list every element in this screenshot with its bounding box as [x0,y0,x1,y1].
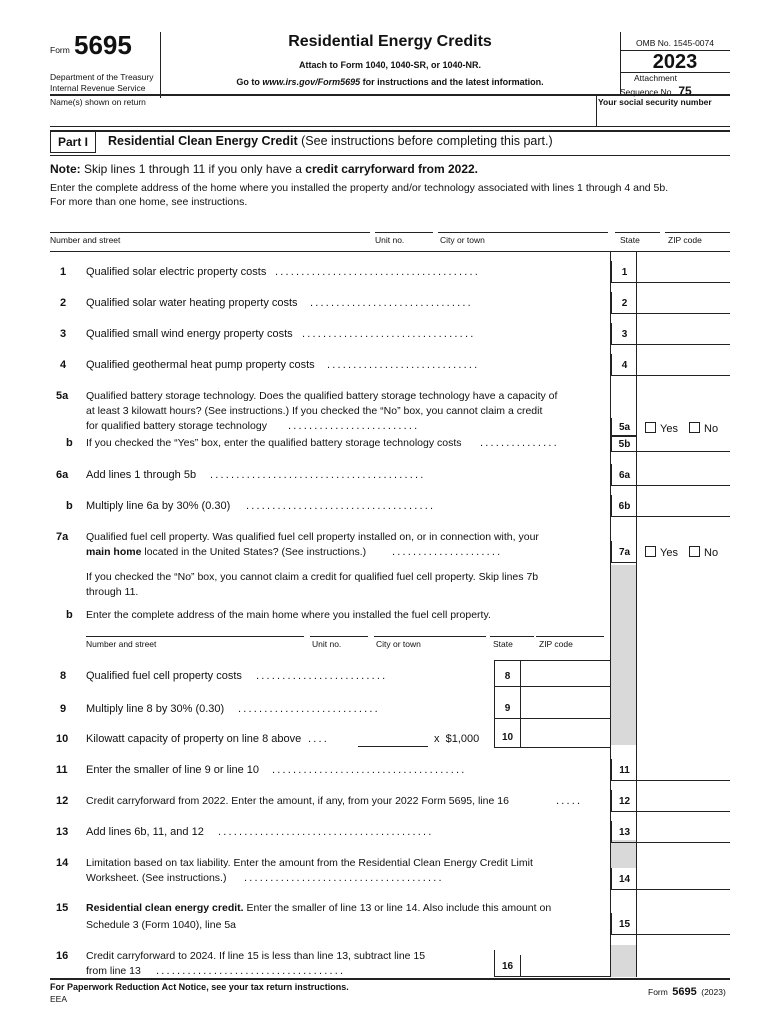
line-label: Kilowatt capacity of property on line 8 above [86,733,302,745]
line-box-label: 7a [618,547,631,558]
line-label: Multiply line 8 by 30% (0.30) [86,703,225,715]
footer-year: (2023) [701,987,726,997]
footer-form-id [648,982,726,1000]
line-number: 4 [60,359,67,371]
line-label-2 [86,546,366,558]
line-number: 9 [60,703,67,715]
line-box-10 [494,726,520,748]
line-label-1: Qualified fuel cell property. Was qualified fuel cell property installed on, or in connection with, your [86,531,539,543]
leader-dots: ....................................... [275,266,480,278]
leader-dots: ........................... [238,703,380,715]
part-title-suffix: (See instructions before completing this part.) [297,134,553,148]
line-label-1 [86,902,551,914]
goto-instruction [160,77,620,87]
form-title: Residential Energy Credits [288,33,492,50]
line-box-9 [494,697,520,719]
line-label: Qualified geothermal heat pump property costs [86,359,315,371]
part-title-text: Residential Clean Energy Credit [108,134,298,148]
line-label: Qualified solar water heating property costs [86,297,298,309]
no-checkbox-7a[interactable] [689,546,700,557]
state-label-2: State [493,639,513,649]
line-box-label: 9 [504,703,511,714]
line-7a-options [645,546,718,559]
line-9-amount[interactable] [520,697,610,719]
attach-instruction: Attach to Form 1040, 1040-SR, or 1040-NR. [298,60,482,70]
line-box-label: 12 [618,796,631,807]
eea-label: EEA [50,994,68,1004]
attachment-label: Attachment [634,73,677,83]
line-label: Credit carryforward from 2022. Enter the amount, if any, from your 2022 Form 5695, line 16 [86,795,509,807]
irs-url: www.irs.gov/Form5695 [262,77,361,87]
line-box-label: 5b [618,439,631,450]
zip-label-1: ZIP code [668,235,702,245]
line-box-label: 4 [621,360,628,371]
part-tag-text: Part I [57,135,88,149]
paperwork-notice: For Paperwork Reduction Act Notice, see your tax return instructions. [50,982,349,992]
address-instructions-1: Enter the complete address of the home where you installed the property and/or technology associated with lines 1 through 4 and 5b. [50,182,669,194]
line-box-3 [611,323,637,345]
footer-form-number: 5695 [672,986,697,998]
line-label-2: from line 13 [86,965,141,977]
main-home-bold: main home [86,546,142,558]
line-box-label: 1 [621,267,628,278]
unit-label-2: Unit no. [312,639,342,649]
address-instructions-2: For more than one home, see instructions. [50,196,248,208]
line-14-amount[interactable] [636,868,730,890]
line-1-amount[interactable] [636,261,730,283]
line-16-amount[interactable] [520,955,610,977]
line-number: 16 [56,950,69,962]
city-label-1: City or town [440,235,485,245]
line-box-4 [611,354,637,376]
line-8-amount[interactable] [520,665,610,687]
line-box-label: 15 [618,919,631,930]
line-number: 2 [60,297,67,309]
yes-checkbox-5a[interactable] [645,422,656,433]
line-label: Qualified solar electric property costs [86,266,267,278]
line-box-15 [611,913,637,935]
line-number: b [66,437,73,449]
line-box-label: 3 [621,329,628,340]
ssn-label: Your social security number [598,97,712,107]
line-number: 6a [56,469,69,481]
line-label: Qualified fuel cell property costs [86,670,242,682]
line-box-5a [611,418,637,436]
line-box-2 [611,292,637,314]
footer-form-word: Form [648,987,668,997]
line-label-1: Limitation based on tax liability. Enter the amount from the Residential Clean Energy Credit Limit [86,857,533,869]
line-number: 7a [56,531,69,543]
no-label: No [704,547,719,559]
leader-dots: ......................................... [210,469,426,481]
kilowatt-input[interactable] [358,733,428,747]
line-box-label: 11 [619,765,630,776]
note-text: Skip lines 1 through 11 if you only have a [80,162,306,176]
line-box-12 [611,790,637,812]
sequence-label: Sequence No. [620,87,674,97]
yes-checkbox-7a[interactable] [645,546,656,557]
goto-prefix: Go to [236,77,263,87]
line-box-14 [611,868,637,890]
line-label: Add lines 6b, 11, and 12 [86,826,204,838]
ssn-input[interactable] [600,107,730,125]
line-label-2: at least 3 kilowatt hours? (See instructions.) If you checked the “No” box, you cannot claim a credit [86,405,543,417]
leader-dots: ......................... [288,420,420,432]
line-box-label: 13 [618,827,631,838]
form-number: 5695 [74,30,132,60]
tax-year: 2023 [652,51,698,73]
line-11-amount[interactable] [636,759,730,781]
line-box-6b [611,495,637,517]
yes-label: Yes [660,547,678,559]
line-box-16 [494,955,520,977]
line-label: Qualified small wind energy property costs [86,328,293,340]
line-number: 11 [56,764,68,776]
leader-dots: ......................... [256,670,388,682]
line-12-amount[interactable] [636,790,730,812]
line-number: 10 [56,733,69,745]
form-word: Form [50,45,70,55]
leader-dots: ..................................... [272,764,467,776]
line-6b-amount[interactable] [636,495,730,517]
dept-line-1: Department of the Treasury [50,72,154,82]
no-checkbox-5a[interactable] [689,422,700,433]
line-number: b [66,609,73,621]
line-15-amount[interactable] [636,913,730,935]
line-number: 15 [56,902,69,914]
line-label-2: Schedule 3 (Form 1040), line 5a [86,919,236,931]
line-label: Enter the smaller of line 9 or line 10 [86,764,260,776]
leader-dots: ............................. [327,359,480,371]
line-number: 5a [56,390,69,402]
no-label: No [704,423,719,435]
part-title [108,134,553,148]
street-label-2: Number and street [86,639,157,649]
line-box-label: 10 [501,732,514,743]
line-box-5b [611,436,637,452]
omb-number: OMB No. 1545-0074 [636,38,714,48]
leader-dots: ............................... [310,297,473,309]
leader-dots: ..................... [392,546,503,558]
line-4-amount[interactable] [636,354,730,376]
line-7a-note-1: If you checked the “No” box, you cannot claim a credit for qualified fuel cell property. Skip lines 7b [86,571,539,583]
unit-label-1: Unit no. [375,235,405,245]
line-6a-amount[interactable] [636,464,730,486]
leader-dots: .................................... [156,965,346,977]
line-box-label: 6b [618,501,631,512]
line-box-13 [611,821,637,843]
line-box-11 [611,759,637,781]
line-number: 13 [56,826,69,838]
line-number: 8 [60,670,67,682]
line-label: Enter the complete address of the main home where you installed the fuel cell property. [86,609,491,621]
line-3-amount[interactable] [636,323,730,345]
line-number: b [66,500,73,512]
line-label: If you checked the “Yes” box, enter the qualified battery storage technology costs [86,437,462,449]
line-box-label: 14 [618,874,631,885]
note [50,162,478,176]
line-number: 1 [60,266,67,278]
goto-suffix: for instructions and the latest information. [360,77,544,87]
leader-dots: ................................. [302,328,476,340]
sequence-number: 75 [678,84,692,98]
part-tag [50,131,96,153]
line-box-label: 16 [501,961,514,972]
city-label-2: City or town [376,639,421,649]
line-label: Multiply line 6a by 30% (0.30) [86,500,231,512]
line-13-amount[interactable] [636,821,730,843]
leader-dots: ..... [556,795,583,807]
line-label-1: Qualified battery storage technology. Does the qualified battery storage technology have a capacity of [86,390,558,402]
line-box-label: 5a [618,422,631,433]
line-box-8 [494,665,520,687]
street-label-1: Number and street [50,235,121,245]
multiplier-label: x $1,000 [434,733,480,745]
line-label-3: for qualified battery storage technology [86,420,267,432]
leader-dots: .................................... [246,500,436,512]
name-input[interactable] [50,107,590,125]
line-15-text: Enter the smaller of line 13 or line 14. Also include this amount on [243,902,552,914]
line-number: 14 [56,857,69,869]
note-bold: credit carryforward from 2022. [305,162,479,176]
line-label-2: Worksheet. (See instructions.) [86,872,227,884]
line-box-6a [611,464,637,486]
address-block-1 [50,228,730,250]
line-label-2-text: located in the United States? (See instructions.) [141,546,367,558]
leader-dots: ...................................... [244,872,444,884]
line-label-1: Credit carryforward to 2024. If line 15 is less than line 13, subtract line 15 [86,950,426,962]
leader-dots: ............... [480,437,559,449]
dept-line-2: Internal Revenue Service [50,83,146,93]
zip-label-2: ZIP code [539,639,573,649]
line-box-7a [611,541,637,563]
line-number: 12 [56,795,69,807]
line-15-bold: Residential clean energy credit. [86,902,244,914]
state-label-1: State [620,235,640,245]
yes-label: Yes [660,423,678,435]
line-2-amount[interactable] [636,292,730,314]
leader-dots: ......................................... [218,826,434,838]
line-5a-options [645,422,718,435]
line-box-label: 2 [621,298,628,309]
line-box-label: 8 [504,671,511,682]
line-number: 3 [60,328,67,340]
leader-dots: .... [308,733,330,745]
address-block-2 [86,634,606,654]
names-label: Name(s) shown on return [50,97,146,107]
note-label: Note: [50,162,81,176]
line-box-1 [611,261,637,283]
line-box-label: 6a [618,470,631,481]
line-label: Add lines 1 through 5b [86,469,197,481]
line-10-amount[interactable] [520,726,610,748]
line-7a-note-2: through 11. [86,586,139,598]
line-5b-amount[interactable] [636,436,730,452]
